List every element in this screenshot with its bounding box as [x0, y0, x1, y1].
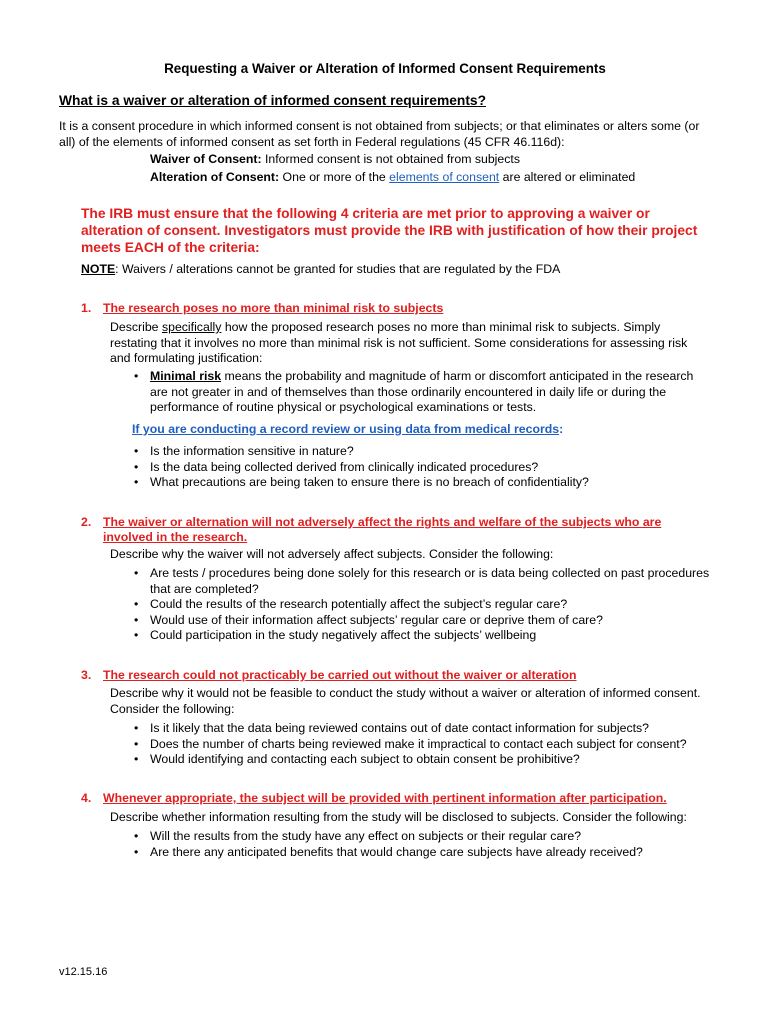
bullet-icon: •: [134, 444, 139, 458]
criterion-2-heading: [81, 515, 661, 530]
elements-of-consent-link[interactable]: elements of consent: [389, 170, 500, 184]
criterion-2-number: 2.: [81, 515, 92, 529]
list-item: [110, 597, 710, 613]
bullet-icon: •: [134, 844, 139, 859]
list-item: [110, 444, 710, 460]
irb-criteria-statement: The IRB must ensure that the following 4 criteria are met prior to approving a waiver or alteration of consent. Investigators must provide the IRB with justification of how their project meets EACH of the criteria:: [81, 206, 698, 255]
list-item: [110, 721, 710, 737]
criterion-1-heading: [81, 301, 443, 316]
list-item-text: Could the results of the research potentially affect the subject’s regular care?: [150, 597, 568, 611]
list-item-text: Are there any anticipated benefits that would change care subjects have already received?: [150, 844, 643, 859]
criterion-3-number: 3.: [81, 668, 92, 682]
bullet-icon: •: [134, 612, 139, 627]
question-heading: [59, 93, 486, 108]
list-item-text: Is the information sensitive in nature?: [150, 444, 354, 458]
question-text: What is a waiver or alteration of informed consent requirements: [59, 93, 478, 108]
criterion-4-title: Whenever appropriate, the subject will be provided with pertinent information after participation.: [103, 791, 667, 805]
list-item: [110, 566, 710, 597]
list-item: [110, 845, 710, 861]
list-item-text: Is it likely that the data being reviewed contains out of date contact information for subjects?: [150, 721, 649, 735]
alteration-definition: [150, 169, 635, 185]
bullet-icon: •: [134, 597, 139, 611]
list-item-text: Could participation in the study negatively affect the subjects’ wellbeing: [150, 628, 537, 642]
list-item: [110, 737, 710, 753]
criterion-3-title: The research could not practicably be carried out without the waiver or alteration: [103, 668, 577, 682]
list-item-text: Would use of their information affect subjects’ regular care or deprive them of care?: [150, 612, 603, 627]
alteration-text-post: are altered or eliminated: [499, 170, 636, 184]
criterion-1-desc-pre: Describe: [110, 320, 162, 334]
alteration-label: Alteration of Consent:: [150, 170, 280, 184]
note-label: NOTE: [81, 262, 116, 276]
list-item: [110, 613, 710, 629]
bullet-icon: •: [134, 369, 139, 383]
list-item-text: Is the data being collected derived from clinically indicated procedures?: [150, 459, 539, 474]
criterion-2-list: [110, 566, 710, 644]
bullet-icon: •: [134, 459, 139, 474]
list-item: [110, 628, 710, 644]
record-review-colon: :: [559, 422, 564, 436]
list-item: [110, 752, 710, 768]
list-item-text: Will the results from the study have any effect on subjects or their regular care?: [150, 829, 582, 843]
note-text: : Waivers / alterations cannot be granted for studies that are regulated by the FDA: [115, 262, 561, 276]
page-title: Requesting a Waiver or Alteration of Informed Consent Requirements: [164, 61, 606, 76]
criterion-4-heading: [81, 791, 667, 806]
criterion-4-number: 4.: [81, 791, 92, 805]
list-item: [110, 460, 710, 476]
criterion-3-description: Describe why it would not be feasible to conduct the study without a waiver or alteration of informed consent. Consider the following:: [110, 686, 701, 716]
criterion-4-list: [110, 829, 710, 860]
criterion-3-heading: [81, 668, 577, 683]
waiver-definition: [150, 151, 520, 167]
criterion-1-title: The research poses no more than minimal risk to subjects: [103, 301, 444, 315]
fda-note: [81, 262, 560, 276]
list-item-text: Does the number of charts being reviewed make it impractical to contact each subject for consent?: [150, 736, 687, 751]
list-item-text: Would identifying and contacting each subject to obtain consent be prohibitive?: [150, 752, 580, 766]
minimal-risk-text: means the probability and magnitude of harm or discomfort anticipated in the research are not greater in and of themselves than those ordinarily encountered in daily life or during the performance of routine physical or psychological examinations or tests.: [150, 369, 694, 414]
alteration-text-pre: One or more of the: [279, 170, 390, 184]
criterion-3-list: [110, 721, 710, 768]
criterion-1-number: 1.: [81, 301, 92, 315]
criterion-1-desc-post: how the proposed research poses no more than minimal risk to subjects. Simply restating that it involves no more than minimal risk is not sufficient. Some considerations for assessing risk and formulating justification:: [110, 320, 688, 365]
version-label: v12.15.16: [59, 966, 108, 978]
bullet-icon: •: [134, 628, 139, 642]
list-item-text: What precautions are being taken to ensure there is no breach of confidentiality?: [150, 475, 589, 489]
criterion-1-desc-emphasis: specifically: [161, 320, 222, 334]
intro-paragraph: It is a consent procedure in which informed consent is not obtained from subjects; or that eliminates or alters some (or all) of the elements of informed consent as set forth in Federal regulations (45 CFR 46.116d):: [59, 119, 700, 149]
minimal-risk-list: [110, 369, 710, 416]
criterion-1-description: [110, 320, 710, 367]
bullet-icon: •: [134, 721, 139, 735]
bullet-icon: •: [134, 736, 139, 751]
list-item-text: Are tests / procedures being done solely for this research or is data being collected on past procedures that are completed?: [150, 566, 710, 596]
bullet-icon: •: [134, 475, 139, 489]
bullet-icon: •: [134, 829, 139, 843]
record-review-text: If you are conducting a record review or using data from medical records: [132, 422, 560, 436]
criterion-2-title-line2: involved in the research.: [103, 530, 248, 544]
criterion-2-title-line1: The waiver or alternation will not adversely affect the rights and welfare of the subjects who are: [103, 515, 662, 529]
waiver-text: Informed consent is not obtained from subjects: [261, 152, 520, 166]
list-item: [110, 829, 710, 845]
question-mark: ?: [477, 93, 487, 108]
list-item: [110, 475, 710, 491]
criterion-4-description: Describe whether information resulting from the study will be disclosed to subjects. Consider the following:: [110, 810, 687, 824]
bullet-icon: •: [134, 566, 139, 580]
criterion-2-description: Describe why the waiver will not adversely affect subjects. Consider the following:: [110, 547, 554, 561]
bullet-icon: •: [134, 752, 139, 766]
list-item: [110, 369, 710, 416]
record-review-heading: [132, 422, 563, 436]
record-review-list: [110, 444, 710, 491]
minimal-risk-term: Minimal risk: [150, 369, 222, 383]
waiver-label: Waiver of Consent:: [150, 152, 262, 166]
